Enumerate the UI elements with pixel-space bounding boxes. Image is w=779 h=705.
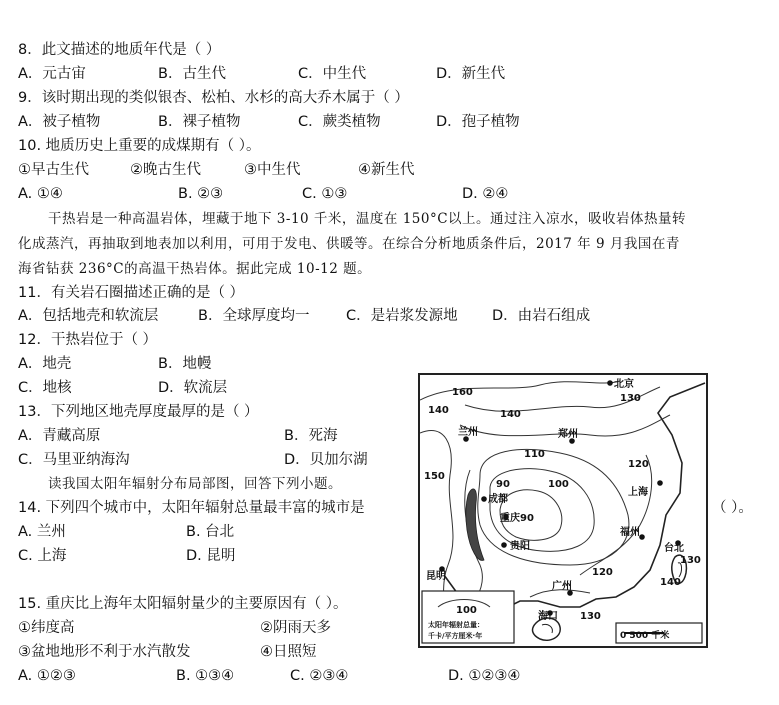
q15-option-a: A. ①②③ [18, 668, 76, 684]
q15-reason-2: ②阴雨天多 [260, 620, 331, 636]
city-dot-chengdu [481, 496, 487, 502]
q10-era-4: ④新生代 [358, 162, 415, 178]
q15-reason-3: ③盆地地形不利于水汽散发 [18, 644, 191, 660]
q15-reason-4: ④日照短 [260, 644, 317, 660]
city-label-taipei: 台北 [664, 543, 684, 554]
isoline-160 [420, 381, 620, 400]
isoline-value-150: 150 [424, 471, 445, 482]
city-label-lanzhou: 兰州 [458, 427, 478, 438]
q12-option-b: B．地幔 [158, 356, 212, 372]
q9-option-c: C．蕨类植物 [298, 114, 381, 130]
q10-option-c: C. ①③ [302, 186, 348, 202]
city-label-zhengzhou: 郑州 [558, 429, 578, 440]
q10-era-1: ①早古生代 [18, 162, 89, 178]
q12-option-d: D．软流层 [158, 380, 228, 396]
q14-option-a: A. 兰州 [18, 524, 66, 540]
q11-option-c: C．是岩浆发源地 [346, 308, 458, 324]
city-label-kunming: 昆明 [426, 571, 446, 582]
city-dot-fuzhou [639, 534, 645, 540]
q9-option-b: B．裸子植物 [158, 114, 241, 130]
q11-option-b: B．全球厚度均一 [198, 308, 310, 324]
q15-reason-1: ①纬度高 [18, 620, 75, 636]
q8-option-c: C．中生代 [298, 66, 367, 82]
legend-text-line2: 千卡/平方厘米·年 [428, 632, 483, 640]
legend-text-line1: 太阳年辐射总量： [428, 621, 484, 629]
q8-stem: 8．此文描述的地质年代是（ ） [18, 42, 221, 58]
isoline-value-100: 100 [548, 479, 569, 490]
q9-option-d: D．孢子植物 [436, 114, 520, 130]
q14-option-b: B. 台北 [186, 524, 235, 540]
city-label-shanghai: 上海 [628, 487, 648, 498]
isoline-120 [580, 455, 652, 575]
city-dot-beijing [607, 380, 613, 386]
isoline-value-130: 130 [620, 393, 641, 404]
city-label-guiyang: 贵阳 [510, 541, 530, 552]
passage-line-1: 干热岩是一种高温岩体，埋藏于地下 3-10 千米，温度在 150°C以上。通过注入凉水，吸收岩体热量转 [48, 211, 687, 227]
q8-option-a: A．元古宙 [18, 66, 86, 82]
map-drawing [420, 375, 706, 646]
q14-answer-blank: （ ）。 [712, 500, 753, 516]
q12-stem: 12．干热岩位于（ ） [18, 332, 158, 348]
isoline-value-120-east: 120 [628, 459, 649, 470]
isoline-value-120-south: 120 [592, 567, 613, 578]
isoline-value-140-west: 140 [428, 405, 449, 416]
passage-line-2: 化成蒸汽，再抽取到地表加以利用，可用于发电、供暖等。在综合分析地质条件后，2017 年 9 月我国在青 [18, 236, 680, 252]
q13-option-d: D．贝加尔湖 [284, 452, 368, 468]
city-label-chongqing: 重庆90 [500, 513, 534, 524]
q10-option-d: D. ②④ [462, 186, 509, 202]
city-label-guangzhou: 广州 [552, 581, 572, 592]
q11-option-d: D．由岩石组成 [492, 308, 591, 324]
city-label-beijing: 北京 [614, 379, 634, 390]
scale-bar-label: 0 500 千米 [620, 631, 670, 641]
city-label-chengdu: 成都 [488, 494, 508, 505]
isoline-value-140: 140 [500, 409, 521, 420]
q9-stem: 9．该时期出现的类似银杏、松柏、水杉的高大乔木属于（ ） [18, 90, 409, 106]
isoline-value-140-taiwan: 140 [660, 577, 681, 588]
q10-stem: 10. 地质历史上重要的成煤期有（ ）。 [18, 138, 261, 154]
q13-stem: 13．下列地区地壳厚度最厚的是（ ） [18, 404, 259, 420]
passage-line-3: 海省钻获 236°C的高温干热岩体。据此完成 10-12 题。 [18, 261, 372, 277]
q10-era-2: ②晚古生代 [130, 162, 201, 178]
q14-option-c: C. 上海 [18, 548, 67, 564]
q9-option-a: A．被子植物 [18, 114, 101, 130]
q15-option-d: D. ①②③④ [448, 668, 521, 684]
q12-option-c: C．地核 [18, 380, 72, 396]
q15-stem: 15. 重庆比上海年太阳辐射量少的主要原因有（ ）。 [18, 596, 348, 612]
isoline-value-110: 110 [524, 449, 545, 460]
q13-option-c: C．马里亚纳海沟 [18, 452, 130, 468]
city-label-haikou: 海口 [538, 611, 558, 622]
q11-option-a: A．包括地壳和软流层 [18, 308, 159, 324]
isoline-value-130-south: 130 [580, 611, 601, 622]
q14-stem: 14. 下列四个城市中，太阳年辐射总量最丰富的城市是 [18, 500, 365, 516]
isoline-value-90: 90 [496, 479, 510, 490]
q10-option-a: A. ①④ [18, 186, 63, 202]
q8-option-d: D．新生代 [436, 66, 506, 82]
q13-option-a: A．青藏高原 [18, 428, 101, 444]
solar-radiation-map [418, 373, 708, 648]
q10-option-b: B. ②③ [178, 186, 224, 202]
q15-option-c: C. ②③④ [290, 668, 349, 684]
legend-value: 100 [456, 605, 477, 616]
isoline-value-160: 160 [452, 387, 473, 398]
city-dot-guiyang [501, 542, 507, 548]
q15-option-b: B. ①③④ [176, 668, 235, 684]
q14-option-d: D. 昆明 [186, 548, 236, 564]
q8-option-b: B．古生代 [158, 66, 226, 82]
isoline-value-130-taiwan: 130 [680, 555, 701, 566]
q10-era-3: ③中生代 [244, 162, 301, 178]
map-intro: 读我国太阳年辐射分布局部图，回答下列小题。 [48, 476, 342, 492]
q12-option-a: A．地壳 [18, 356, 72, 372]
city-dot-shanghai [657, 480, 663, 486]
q13-option-b: B．死海 [284, 428, 338, 444]
city-label-fuzhou: 福州 [620, 527, 640, 538]
q11-stem: 11．有关岩石圈描述正确的是（ ） [18, 285, 245, 301]
